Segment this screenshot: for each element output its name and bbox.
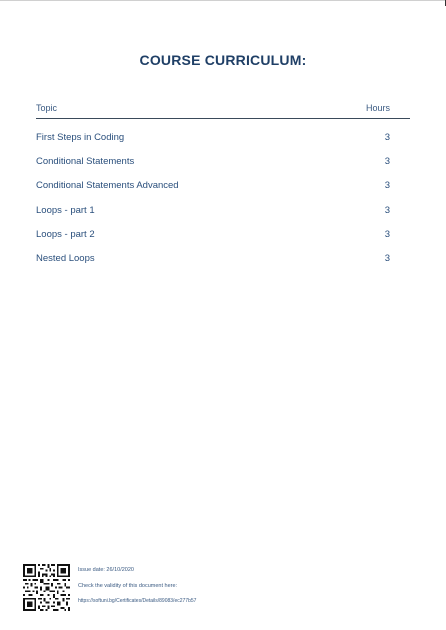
- row-topic: Nested Loops: [36, 252, 95, 264]
- page-title: COURSE CURRICULUM:: [139, 52, 307, 68]
- page-top-border: [0, 0, 446, 1]
- curriculum-table: [36, 103, 410, 277]
- row-topic: First Steps in Coding: [36, 132, 125, 143]
- table-row: [36, 229, 410, 253]
- hours-column-header: Hours: [365, 103, 390, 113]
- row-hours: 3: [384, 252, 390, 264]
- row-hours: 3: [384, 132, 390, 143]
- validation-url-link[interactable]: https://softuni.bg/Certificates/Details/89083/ec277b57: [78, 598, 197, 604]
- table-row: [36, 253, 410, 277]
- table-body: [36, 132, 410, 277]
- table-row: [36, 180, 410, 204]
- row-hours: 3: [384, 228, 390, 240]
- issue-date: Issue date: 26/10/2020: [78, 567, 134, 573]
- row-topic: Loops - part 2: [36, 228, 95, 240]
- row-hours: 3: [384, 180, 390, 192]
- certificate-footer: [23, 564, 423, 614]
- footer-text-block: [78, 567, 196, 614]
- row-hours: 3: [384, 156, 390, 168]
- table-row: [36, 132, 410, 156]
- table-header: [36, 103, 410, 119]
- row-topic: Conditional Statements Advanced: [36, 180, 179, 192]
- topic-column-header: Topic: [36, 103, 58, 113]
- row-hours: 3: [384, 204, 390, 216]
- qr-code-icon[interactable]: [23, 564, 70, 611]
- table-row: [36, 156, 410, 180]
- row-topic: Loops - part 1: [36, 204, 95, 216]
- row-topic: Conditional Statements: [36, 156, 135, 168]
- validity-text: Check the validity of this document here:: [78, 582, 178, 589]
- table-row: [36, 205, 410, 229]
